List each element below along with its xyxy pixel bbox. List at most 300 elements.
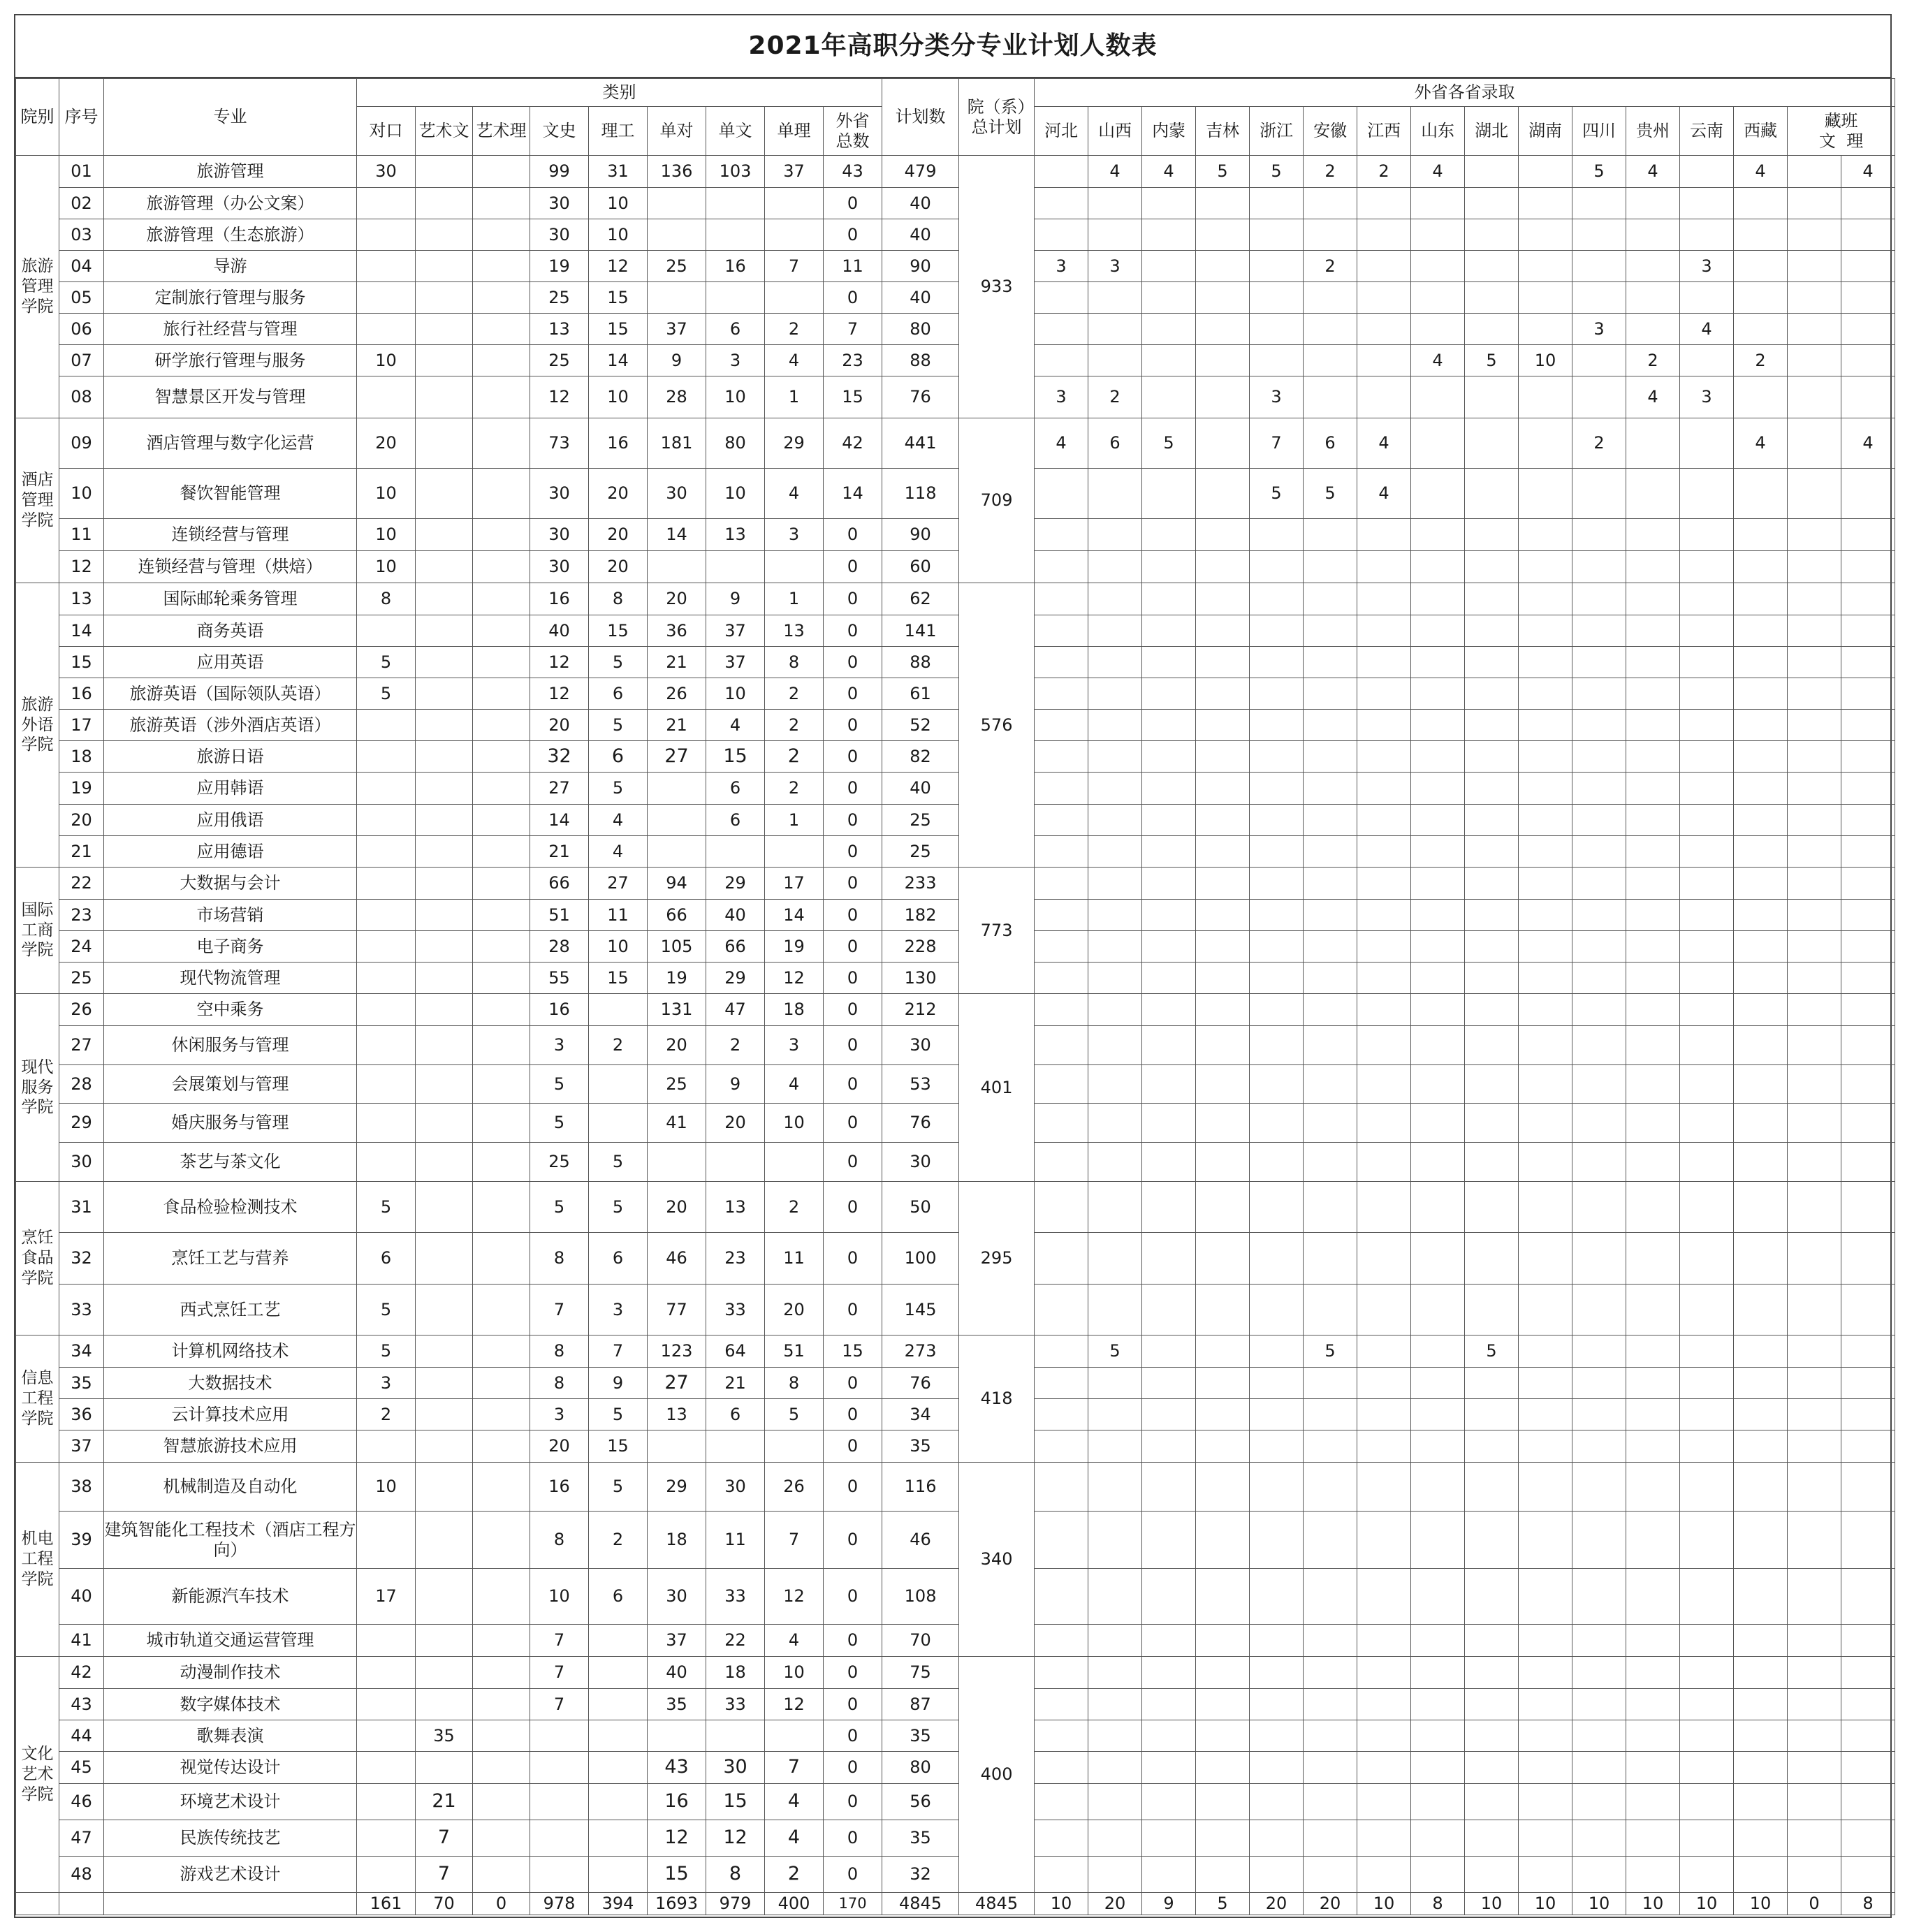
row-province-value [1572,1820,1626,1857]
row-category-value: 9 [648,345,706,376]
row-province-value [1680,1512,1734,1569]
row-province-value [1357,519,1411,551]
row-seq: 32 [59,1233,104,1285]
row-province-value [1465,1233,1519,1285]
row-province-value [1572,188,1626,219]
row-tibet-li [1841,314,1895,345]
row-province-value [1142,900,1196,931]
row-province-value [1411,1182,1465,1233]
row-province-value [1142,314,1196,345]
row-province-value [1572,1784,1626,1820]
row-category-value [473,773,530,805]
row-plan-count: 30 [882,1143,959,1182]
row-province-value [1519,1368,1572,1399]
row-province-value [1142,519,1196,551]
row-province-value [1519,900,1572,931]
row-province-value [1680,615,1734,647]
row-province-value [1142,1399,1196,1430]
row-seq: 28 [59,1065,104,1104]
row-province-value [1519,1026,1572,1065]
row-major: 空中乘务 [104,994,357,1026]
row-seq: 04 [59,251,104,282]
row-category-value: 10 [357,469,416,519]
row-category-value: 12 [765,1689,824,1720]
row-province-value [1519,931,1572,963]
row-province-value [1035,314,1088,345]
row-category-value [473,156,530,188]
row-category-value: 73 [530,418,589,469]
row-province-value [1088,1463,1142,1512]
row-province-value [1734,773,1788,805]
row-province-value [1411,868,1465,900]
row-category-value [589,1820,648,1857]
row-province-value [1465,931,1519,963]
table-row [16,678,1895,710]
row-province-value [1626,1143,1680,1182]
row-province-value [1411,1752,1465,1784]
row-category-value [416,314,473,345]
row-province-value [1734,1820,1788,1857]
row-province-value [1250,615,1304,647]
row-category-value: 30 [706,1752,765,1784]
row-seq: 08 [59,376,104,418]
row-tibet-wen [1788,1399,1841,1430]
row-category-value [589,1857,648,1893]
table-row [16,1512,1895,1569]
row-province-value [1519,251,1572,282]
row-tibet-wen [1788,868,1841,900]
row-category-value: 66 [648,900,706,931]
row-province-value [1572,1026,1626,1065]
row-province-value [1357,1368,1411,1399]
row-category-value [416,1625,473,1657]
row-province-value [1142,1463,1196,1512]
row-category-value: 10 [357,345,416,376]
row-province-value [1680,741,1734,773]
row-province-value [1035,836,1088,868]
row-province-value [1196,1233,1250,1285]
row-province-value [1196,773,1250,805]
row-category-value: 8 [530,1233,589,1285]
row-province-value [1142,1026,1196,1065]
row-province-value [1196,1625,1250,1657]
row-category-value: 28 [648,376,706,418]
row-province-value [1734,551,1788,583]
row-province-value [1250,1104,1304,1143]
row-province-value [1304,1625,1357,1657]
row-province-value [1411,1512,1465,1569]
row-province-value [1465,678,1519,710]
row-category-value: 43 [824,156,882,188]
row-category-value: 30 [706,1463,765,1512]
row-province-value [1519,1784,1572,1820]
row-category-value [357,1026,416,1065]
table-row [16,1285,1895,1335]
row-category-value: 5 [357,1285,416,1335]
row-province-value [1572,868,1626,900]
row-province-value [1734,1182,1788,1233]
table-row [16,1857,1895,1893]
row-major: 视觉传达设计 [104,1752,357,1784]
row-province-value: 5 [1250,156,1304,188]
row-province-value [1196,647,1250,678]
table-row [16,345,1895,376]
row-province-value [1196,678,1250,710]
row-major: 酒店管理与数字化运营 [104,418,357,469]
row-category-value: 15 [648,1857,706,1893]
row-province-value [1035,1143,1088,1182]
row-province-value [1357,583,1411,615]
row-province-value [1088,1026,1142,1065]
row-category-value: 12 [530,376,589,418]
row-province-value [1035,1285,1088,1335]
row-province-value [1196,1430,1250,1463]
row-province-value [1680,994,1734,1026]
row-category-value: 29 [648,1463,706,1512]
table-row [16,1143,1895,1182]
row-province-value [1035,188,1088,219]
row-province-value [1519,994,1572,1026]
row-province-value [1357,251,1411,282]
department-plan: 709 [959,418,1035,583]
row-province-value [1572,219,1626,251]
row-category-value: 19 [648,963,706,994]
row-plan-count: 100 [882,1233,959,1285]
header-province: 山东 [1411,107,1465,156]
row-major: 连锁经营与管理 [104,519,357,551]
row-province-value [1465,156,1519,188]
total-category-value: 161 [357,1893,416,1915]
row-category-value: 4 [765,1820,824,1857]
row-category-value: 6 [589,1233,648,1285]
row-province-value [1572,1285,1626,1335]
row-province-value [1734,1657,1788,1689]
row-category-value [473,1430,530,1463]
row-category-value: 30 [530,188,589,219]
row-category-value [357,1143,416,1182]
row-major: 食品检验检测技术 [104,1182,357,1233]
row-category-value: 28 [530,931,589,963]
row-category-value: 0 [824,1104,882,1143]
row-province-value [1680,1463,1734,1512]
row-tibet-li [1841,1026,1895,1065]
row-province-value [1142,345,1196,376]
row-category-value [416,773,473,805]
row-seq: 35 [59,1368,104,1399]
row-province-value [1465,647,1519,678]
row-category-value: 11 [824,251,882,282]
row-category-value: 0 [824,994,882,1026]
row-province-value [1304,1820,1357,1857]
row-province-value [1572,900,1626,931]
row-category-value [416,710,473,741]
row-category-value: 15 [589,282,648,314]
row-province-value [1142,282,1196,314]
row-category-value: 5 [589,1399,648,1430]
row-province-value [1411,251,1465,282]
row-province-value [1250,1026,1304,1065]
row-category-value [473,1368,530,1399]
row-category-value: 9 [589,1368,648,1399]
row-category-value: 10 [589,219,648,251]
tibet-sub-labels [1788,131,1895,152]
row-province-value [1035,1335,1088,1368]
row-category-value: 8 [765,647,824,678]
row-tibet-li [1841,1368,1895,1399]
department-name: 酒店管理学院 [16,418,59,583]
row-category-value [706,219,765,251]
row-category-value: 7 [530,1625,589,1657]
row-province-value [1250,1463,1304,1512]
row-category-value: 14 [530,805,589,836]
page-title: 2021年高职分类分专业计划人数表 [15,15,1890,78]
row-province-value [1626,1857,1680,1893]
row-province-value [1304,931,1357,963]
row-category-value: 8 [530,1368,589,1399]
row-category-value: 40 [648,1657,706,1689]
row-category-value [765,551,824,583]
row-category-value [357,314,416,345]
row-tibet-li [1841,1335,1895,1368]
row-province-value [1142,773,1196,805]
row-category-value [765,1430,824,1463]
row-province-value [1304,1720,1357,1752]
row-seq: 45 [59,1752,104,1784]
row-province-value [1142,1784,1196,1820]
row-tibet-wen [1788,710,1841,741]
row-province-value [1196,1182,1250,1233]
row-category-value: 16 [530,1463,589,1512]
row-category-value: 21 [416,1784,473,1820]
row-category-value: 6 [706,314,765,345]
row-category-value: 3 [765,519,824,551]
row-plan-count: 90 [882,251,959,282]
total-category-value: 978 [530,1893,589,1915]
row-category-value: 4 [589,805,648,836]
row-province-value [1465,469,1519,519]
row-province-value: 3 [1680,251,1734,282]
row-category-value [357,615,416,647]
row-plan-count: 212 [882,994,959,1026]
row-category-value: 14 [589,345,648,376]
row-tibet-wen [1788,1335,1841,1368]
row-province-value [1680,418,1734,469]
row-province-value [1142,741,1196,773]
row-category-value [473,251,530,282]
row-category-value: 0 [824,1657,882,1689]
row-province-value [1250,1625,1304,1657]
row-category-value: 5 [589,710,648,741]
total-province-value: 20 [1250,1893,1304,1915]
row-province-value: 4 [1357,418,1411,469]
row-province-value [1088,1285,1142,1335]
row-category-value [473,1820,530,1857]
row-major: 环境艺术设计 [104,1784,357,1820]
row-tibet-wen [1788,251,1841,282]
row-category-value: 5 [357,1335,416,1368]
row-province-value [1088,773,1142,805]
row-category-value: 15 [824,1335,882,1368]
row-category-value [416,963,473,994]
header-province: 贵州 [1626,107,1680,156]
header-province: 云南 [1680,107,1734,156]
row-province-value [1250,963,1304,994]
row-province-value [1572,376,1626,418]
row-category-value [473,1182,530,1233]
row-province-value [1411,1143,1465,1182]
row-province-value [1196,1463,1250,1512]
row-province-value [1411,376,1465,418]
table-row [16,251,1895,282]
row-category-value: 7 [765,251,824,282]
row-province-value [1572,963,1626,994]
row-province-value: 4 [1734,418,1788,469]
row-tibet-wen [1788,1784,1841,1820]
row-province-value [1626,805,1680,836]
row-province-value [1572,1143,1626,1182]
row-tibet-li [1841,805,1895,836]
row-province-value [1465,1285,1519,1335]
row-province-value [1250,1857,1304,1893]
row-province-value [1196,314,1250,345]
row-province-value [1465,710,1519,741]
row-tibet-wen [1788,1657,1841,1689]
row-province-value [1626,188,1680,219]
department-name: 机电工程学院 [16,1463,59,1657]
row-plan-count: 25 [882,805,959,836]
row-category-value [589,1784,648,1820]
row-province-value: 4 [1142,156,1196,188]
row-tibet-wen [1788,1752,1841,1784]
row-province-value [1250,1182,1304,1233]
row-province-value [1196,551,1250,583]
row-category-value [416,1285,473,1335]
row-province-value [1357,1399,1411,1430]
row-category-value: 4 [765,1625,824,1657]
row-province-value [1035,1569,1088,1625]
row-province-value [1357,931,1411,963]
row-province-value [1035,741,1088,773]
department-name: 文化艺术学院 [16,1657,59,1893]
row-category-value [473,345,530,376]
row-province-value [1519,1182,1572,1233]
row-tibet-li [1841,615,1895,647]
row-province-value [1196,1065,1250,1104]
row-plan-count: 46 [882,1512,959,1569]
row-province-value [1035,931,1088,963]
row-province-value [1088,469,1142,519]
row-category-value: 0 [824,1026,882,1065]
row-major: 智慧旅游技术应用 [104,1430,357,1463]
row-province-value: 2 [1357,156,1411,188]
table-row [16,1368,1895,1399]
row-seq: 40 [59,1569,104,1625]
total-province-value: 10 [1572,1893,1626,1915]
row-tibet-li [1841,836,1895,868]
row-province-value: 2 [1304,156,1357,188]
row-province-value [1035,519,1088,551]
row-category-value: 21 [706,1368,765,1399]
row-category-value [416,519,473,551]
row-category-value: 131 [648,994,706,1026]
row-plan-count: 80 [882,1752,959,1784]
row-province-value: 7 [1250,418,1304,469]
row-province-value [1519,1625,1572,1657]
row-province-value [1088,710,1142,741]
row-plan-count: 40 [882,773,959,805]
row-category-value: 3 [530,1026,589,1065]
row-tibet-wen [1788,805,1841,836]
row-province-value [1250,1233,1304,1285]
row-province-value [1142,1285,1196,1335]
row-province-value [1519,836,1572,868]
row-province-value [1572,1657,1626,1689]
total-province-value: 8 [1411,1893,1465,1915]
row-category-value [357,1720,416,1752]
row-tibet-li [1841,1784,1895,1820]
row-province-value [1465,583,1519,615]
row-province-value [1411,615,1465,647]
row-tibet-wen [1788,188,1841,219]
row-province-value [1142,583,1196,615]
row-province-value [1304,900,1357,931]
row-seq: 11 [59,519,104,551]
row-province-value [1304,1657,1357,1689]
row-province-value [1572,741,1626,773]
row-province-value [1411,1689,1465,1720]
row-category-value: 0 [824,1720,882,1752]
total-category-value: 400 [765,1893,824,1915]
row-seq: 12 [59,551,104,583]
row-province-value [1411,188,1465,219]
row-province-value [1035,469,1088,519]
row-province-value [1734,963,1788,994]
row-province-value [1088,994,1142,1026]
row-province-value [1626,1820,1680,1857]
row-category-value: 30 [530,219,589,251]
row-category-value [357,836,416,868]
row-category-value: 30 [648,1569,706,1625]
row-category-value [416,376,473,418]
row-category-value: 8 [530,1335,589,1368]
row-category-value [416,1368,473,1399]
row-province-value [1680,1143,1734,1182]
row-category-value: 37 [706,615,765,647]
row-plan-count: 35 [882,1720,959,1752]
row-category-value [648,1143,706,1182]
row-province-value: 5 [1088,1335,1142,1368]
row-plan-count: 76 [882,1104,959,1143]
row-province-value [1572,583,1626,615]
row-tibet-li [1841,551,1895,583]
row-province-value [1519,1143,1572,1182]
row-province-value [1465,1512,1519,1569]
total-category-value: 4845 [882,1893,959,1915]
row-province-value [1088,1430,1142,1463]
total-tibet-li: 8 [1841,1893,1895,1915]
header-category: 艺术理 [473,107,530,156]
row-province-value [1680,1368,1734,1399]
row-province-value [1572,519,1626,551]
row-plan-count: 56 [882,1784,959,1820]
row-province-value [1572,773,1626,805]
row-province-value [1519,805,1572,836]
row-category-value: 13 [765,615,824,647]
row-province-value [1680,1399,1734,1430]
row-category-value [648,1720,706,1752]
row-province-value [1196,1399,1250,1430]
row-major: 应用韩语 [104,773,357,805]
